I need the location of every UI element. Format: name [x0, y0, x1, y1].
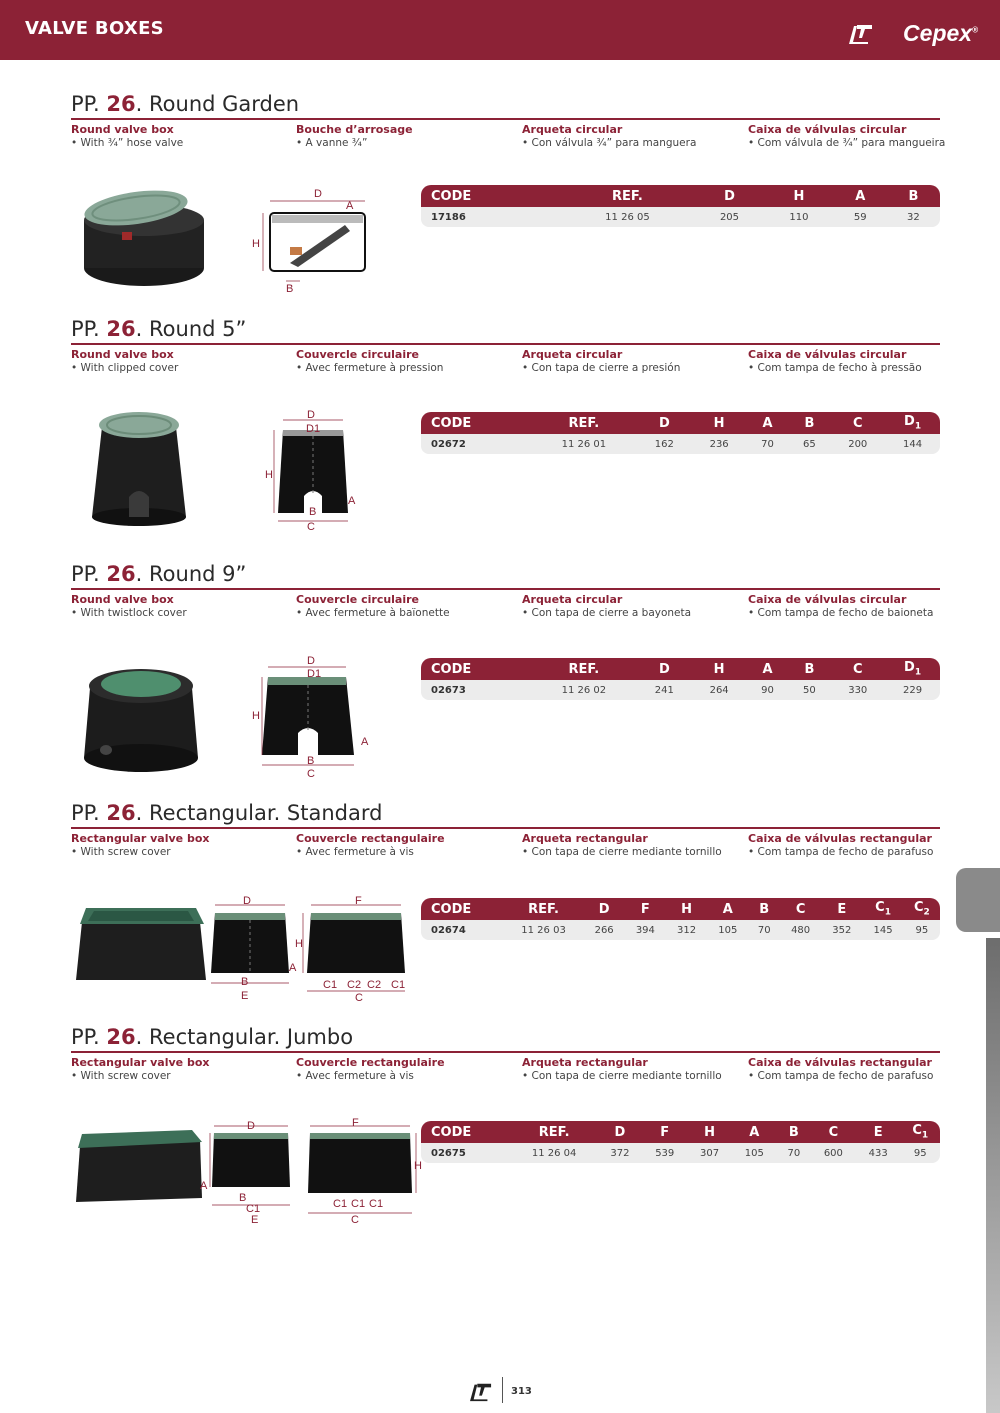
dimension-diagram-rectangular-standard-side — [293, 893, 418, 1005]
header-bar — [0, 0, 1000, 60]
dim-label-F: F — [352, 1117, 359, 1129]
spec-table-rectangular-jumbo — [421, 1121, 940, 1163]
dim-label-C1: C1 — [323, 979, 338, 991]
product-photo-round-9 — [76, 658, 206, 776]
lang-pt: Caixa de válvulas rectangular • Com tampa de fecho de parafuso — [748, 1056, 934, 1082]
lang-es: Arqueta circular • Con tapa de cierre a bayoneta — [522, 593, 692, 619]
language-descriptions — [71, 590, 941, 626]
dim-label-C: C — [307, 768, 315, 780]
spec-header-row: CODE REF. D H A B C $D_1$ — [421, 658, 940, 680]
section-title: PP. 26. Round Garden — [71, 92, 300, 116]
dim-label-A: A — [348, 495, 356, 507]
section-title: PP. 26. Rectangular. Standard — [71, 801, 383, 825]
side-gradient-strip — [986, 938, 1000, 1413]
dim-label-A: A — [200, 1180, 208, 1192]
dim-label-H: H — [252, 710, 260, 722]
spec-data-row: 02674 11 26 03 266 394 312 105 70 480 352 145 95 — [421, 920, 940, 940]
section-title: PP. 26. Rectangular. Jumbo — [71, 1025, 354, 1049]
dim-label-H: H — [295, 938, 303, 950]
spec-data-row: 02672 11 26 01 162 236 70 65 200 144 — [421, 434, 940, 454]
dimension-diagram-round-5 — [258, 408, 368, 533]
spec-table-round-garden — [421, 185, 940, 227]
lang-pt: Caixa de válvulas rectangular • Com tampa de fecho de parafuso — [748, 832, 934, 858]
dimension-diagram-rectangular-standard-front — [205, 893, 305, 1005]
lang-en: Round valve box • With twistlock cover — [71, 593, 187, 619]
section-rectangular-standard — [71, 799, 941, 858]
spec-table-round-5 — [421, 412, 940, 454]
product-photo-round-garden — [74, 182, 214, 294]
cepex-mark-icon — [468, 1381, 494, 1403]
language-descriptions — [71, 120, 946, 156]
spec-header-row: CODE REF. D H A B — [421, 185, 940, 207]
lang-pt: Caixa de válvulas circular • Com tampa de fecho à pressão — [748, 348, 922, 374]
section-round-9 — [71, 560, 941, 619]
spec-data-row: 02675 11 26 04 372 539 307 105 70 600 433 95 — [421, 1143, 940, 1163]
lang-en: Rectangular valve box • With screw cover — [71, 1056, 210, 1082]
dim-label-C1: C1 — [369, 1198, 384, 1210]
dimension-diagram-rectangular-jumbo-front — [198, 1117, 298, 1229]
dim-label-F: F — [355, 895, 362, 907]
dim-label-A: A — [346, 200, 354, 212]
dim-label-C: C — [355, 992, 363, 1004]
product-photo-round-5 — [84, 405, 194, 530]
section-title: PP. 26. Round 5” — [71, 317, 247, 341]
lang-fr: Couvercle circulaire • Avec fermeture à baïonette — [296, 593, 450, 619]
dim-label-C1: C1 — [246, 1203, 261, 1215]
product-photo-rectangular-jumbo — [72, 1128, 207, 1208]
language-descriptions — [71, 1053, 941, 1089]
lang-fr: Bouche d’arrosage • A vanne ¾” — [296, 123, 413, 149]
lang-en: Round valve box • With clipped cover — [71, 348, 179, 374]
dim-label-D: D — [307, 409, 315, 421]
dim-label-C: C — [351, 1214, 359, 1226]
brand-name: Cepex® — [903, 20, 978, 46]
spec-table-round-9 — [421, 658, 940, 700]
dim-label-C1: C1 — [351, 1198, 366, 1210]
lang-en: Round valve box • With ¾” hose valve — [71, 123, 184, 149]
language-descriptions — [71, 829, 941, 865]
spec-header-row: CODE REF. D H A B C $D_1$ — [421, 412, 940, 434]
dim-label-D: D — [243, 895, 251, 907]
dim-label-E: E — [241, 990, 249, 1002]
dim-label-D1: D1 — [307, 668, 322, 680]
lang-es: Arqueta rectangular • Con tapa de cierre mediante tornillo — [522, 1056, 722, 1082]
dim-label-D: D — [247, 1120, 255, 1132]
lang-pt: Caixa de válvulas circular • Com válvula de ¾” para mangueira — [748, 123, 946, 149]
footer-separator — [502, 1377, 503, 1403]
dim-label-A: A — [361, 736, 369, 748]
lang-es: Arqueta rectangular • Con tapa de cierre mediante tornillo — [522, 832, 722, 858]
dimension-diagram-round-garden — [250, 185, 375, 295]
dim-label-D1: D1 — [306, 423, 321, 435]
dim-label-B: B — [286, 283, 294, 295]
dim-label-C1: C1 — [391, 979, 406, 991]
dim-label-C: C — [307, 521, 315, 533]
dim-label-H: H — [265, 469, 273, 481]
dim-label-A: A — [289, 962, 297, 974]
dim-label-C2: C2 — [347, 979, 362, 991]
side-tab — [956, 868, 1000, 932]
dim-label-B: B — [307, 755, 315, 767]
language-descriptions — [71, 345, 941, 381]
section-title: PP. 26. Round 9” — [71, 562, 247, 586]
lang-fr: Couvercle rectangulaire • Avec fermeture à vis — [296, 1056, 445, 1082]
dim-label-H: H — [252, 238, 260, 250]
dimension-diagram-rectangular-jumbo-side — [298, 1117, 428, 1229]
lang-en: Rectangular valve box • With screw cover — [71, 832, 210, 858]
cepex-mark-icon — [848, 22, 874, 46]
lang-es: Arqueta circular • Con tapa de cierre a presión — [522, 348, 681, 374]
dim-label-B: B — [309, 506, 317, 518]
dim-label-H: H — [414, 1160, 422, 1172]
page-number: 313 — [511, 1386, 532, 1397]
lang-es: Arqueta circular • Con válvula ¾” para manguera — [522, 123, 697, 149]
spec-header-row: CODE REF. D F H A B C E $C_1$ — [421, 1121, 940, 1143]
section-rectangular-jumbo — [71, 1023, 941, 1082]
dim-label-B: B — [239, 1192, 247, 1204]
dimension-diagram-round-9 — [250, 653, 380, 781]
spec-header-row: CODE REF. D F H A B C E $C_1$ $C_2$ — [421, 898, 940, 920]
lang-pt: Caixa de válvulas circular • Com tampa de fecho de baioneta — [748, 593, 934, 619]
dim-label-E: E — [251, 1214, 259, 1226]
spec-table-rectangular-standard — [421, 898, 940, 940]
section-round-garden — [71, 90, 946, 149]
section-round-5 — [71, 315, 941, 374]
page-header-title: VALVE BOXES — [25, 18, 164, 39]
spec-data-row: 17186 11 26 05 205 110 59 32 — [421, 207, 940, 227]
dim-label-D: D — [314, 188, 322, 200]
product-photo-rectangular-standard — [72, 900, 212, 988]
spec-data-row: 02673 11 26 02 241 264 90 50 330 229 — [421, 680, 940, 700]
dim-label-D: D — [307, 655, 315, 667]
lang-fr: Couvercle circulaire • Avec fermeture à pression — [296, 348, 444, 374]
dim-label-C1: C1 — [333, 1198, 348, 1210]
dim-label-B: B — [241, 976, 249, 988]
dim-label-C2: C2 — [367, 979, 382, 991]
lang-fr: Couvercle rectangulaire • Avec fermeture à vis — [296, 832, 445, 858]
